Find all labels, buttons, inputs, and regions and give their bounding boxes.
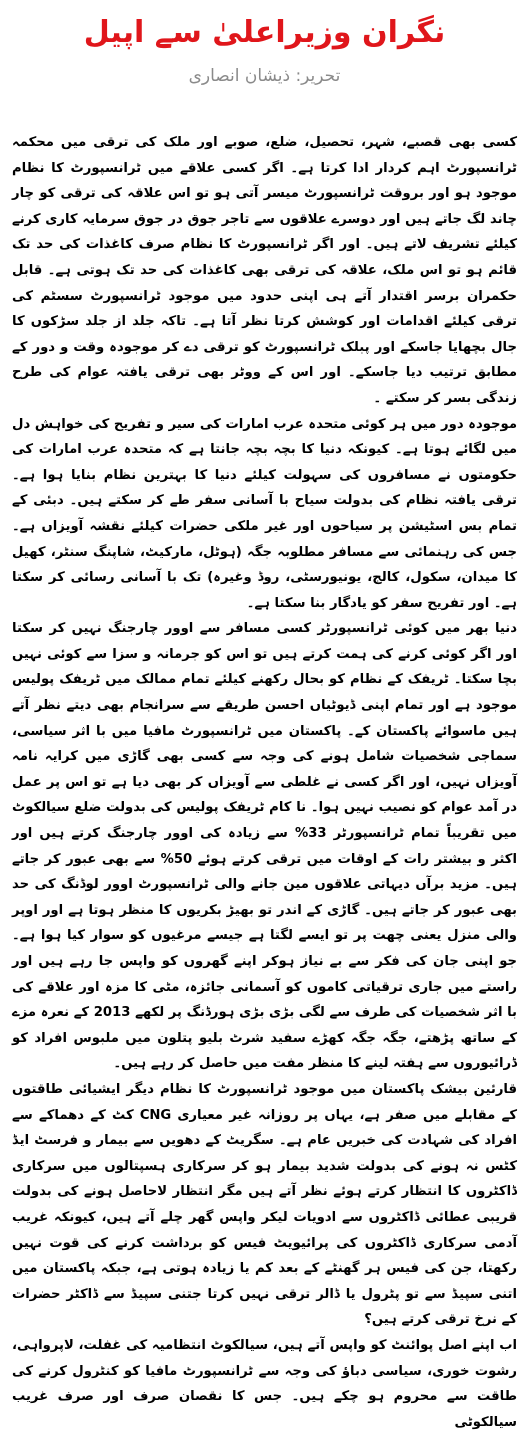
article-paragraph: دنیا بھر میں کوئی ٹرانسپورٹر کسی مسافر سے اوور چارجنگ نہیں کر سکتا اور اگر کوئی کرنے کی ہمت کرتے ہیں تو اس کو جرمانہ و سزا سے کوئی نہیں بچا سکتا۔ ٹریفک کے نظام کو بحال رکھنے کیلئے تمام ممالک میں ٹریفک پولیس موجود ہے اور تمام اپنی ڈیوٹیاں احسن طریقے سے سرانجام بھی دیتے نظر آتے ہیں ماسوائے پاکستان کے۔ پاکستان میں ٹرانسپورٹ مافیا میں با اثر سیاسی، سماجی شخصیات شامل ہونے کی وجہ سے کسی بھی گاڑی میں کرایہ نامہ آویزاں نہیں، اور اگر کسی نے غلطی سے آویزاں کر بھی دیا ہے تو اس پر عمل در آمد عوام کو نصیب نہیں ہوا۔ نا کام ٹریفک پولیس کی بدولت ضلع سیالکوٹ میں تقریباً تمام ٹرانسپورٹر 33% سے زیادہ کی اوور چارجنگ کرتے ہیں اور اکثر و بیشتر رات کے اوقات میں ترقی کرتے ہوئے 50% سے بھی عبور کر جاتے ہیں۔ مزید برآں دیہاتی علاقوں مین جانے والی ٹرانسپورٹ اوور لوڈنگ کی حد بھی عبور کر جاتے ہیں۔ گاڑی کے اندر تو بھیڑ بکریوں کا منظر ہوتا ہے اور اوپر والی منزل یعنی چھت پر تو ایسے لگتا ہے جیسے مرغیوں کو سوار کیا ہوا ہے۔ جو اپنی جان کی فکر سے بے نیاز ہوکر اپنے گھروں کو واپس جا رہے ہیں اور راستے میں جاری ترقیاتی کاموں کو آسمانی جائزہ، مٹی کا مزہ اور علاقے کی با اثر شخصیات کی طرف سے لگی بڑی بڑی ہورڈنگ پر لکھے 2013 کے نعرہ مزے کے ساتھ پڑھتے، جگہ جگہ کھڑے سفید شرٹ بلیو پتلون میں ملبوس افراد کو ڈرائیوروں سے ہفتہ لینے کا منظر مفت میں حاصل کر رہے ہیں۔ <box>12 621 518 1072</box>
article-byline: تحریر: ذیشان انصاری <box>188 66 341 86</box>
article-title: نگران وزیراعلیٰ سے اپیل <box>83 15 446 50</box>
article-paragraph: موجودہ دور میں ہر کوئی متحدہ عرب امارات کی سیر و تفریح کی خواہش دل میں لگائے ہوتا ہے۔ کیونکہ دنیا کا بچہ بچہ جانتا ہے کہ متحدہ عرب امارات کی حکومتوں نے مسافروں کی سہولت کیلئے دنیا کا بہترین نظام بنایا ہوا ہے۔ ترقی یافتہ نظام کی بدولت سیاح با آسانی سفر طے کر سکتے ہیں۔ دبئی کے تمام بس اسٹیشن پر سیاحوں اور غیر ملکی حضرات کیلئے نقشہ آویزاں ہے۔ جس کی رہنمائی سے مسافر مطلوبہ جگہ (ہوٹل، مارکیٹ، شاپنگ سنٹر، کھیل کا میدان، سکول، کالج، یونیورسٹی، روڈ وغیرہ) تک با آسانی رسائی کر سکتا ہے۔ اور تفریح سفر کو یادگار بنا سکتا ہے۔ <box>12 416 517 611</box>
article-paragraph: اب اپنے اصل پوائنٹ کو واپس آتے ہیں، سیالکوٹ انتظامیہ کی غفلت، لاپرواہی، رشوت خوری، سیاسی دباؤ کی وجہ سے ٹرانسپورٹ مافیا کو کنٹرول کرنے کی طاقت سے محروم ہو چکے ہیں۔ جس کا نقصان صرف اور صرف غریب سیالکوٹی <box>12 1337 517 1430</box>
article-paragraph: کسی بھی قصبے، شہر، تحصیل، ضلع، صوبے اور ملک کی ترقی میں محکمہ ٹرانسپورٹ اہم کردار ادا کرتا ہے۔ اگر کسی علاقے میں ٹرانسپورٹ کا نظام موجود ہو اور بروقت ٹرانسپورٹ میسر آتی ہو تو اس علاقہ کی ترقی کو چار چاند لگ جاتے ہیں اور دوسرے علاقوں سے تاجر جوق در جوق سرمایہ کاری کرنے کیلئے تشریف لاتے ہیں۔ اور اگر ٹرانسپورٹ کا نظام صرف کاغذات کی حد تک قائم ہو تو اس ملک، علاقہ کی ترقی بھی کاغذات کی حد تک ہوتی ہے۔ قابل حکمران برسر اقتدار آتے ہی اپنی حدود میں موجود ٹرانسپورٹ سسٹم کی ترقی کیلئے اقدامات اور کوشش کرتا نظر آتا ہے۔ تاکہ جلد از جلد سڑکوں کا جال بچھایا جاسکے اور پبلک ٹرانسپورٹ کو ترقی دے کر موجودہ وقت و دور کے مطابق ترتیب دیا جاسکے۔ اور اس کے ووٹر بھی ترقی یافتہ عوام کی طرح زندگی بسر کر سکتے ۔ <box>12 135 517 406</box>
article-paragraph: قارئین بیشک پاکستان میں موجود ٹرانسپورٹ کا نظام دیگر ایشیائی طاقتوں کے مقابلے میں صفر ہے، یہاں پر روزانہ غیر معیاری CNG کٹ کے دھماکے سے افراد کی شہادت کی خبریں عام ہے۔ سگریٹ کے دھویں سے بیمار و فرسٹ ایڈ کٹس نہ ہونے کی بدولت شدید بیمار ہو کر سرکاری ہسپتالوں میں سرکاری ڈاکٹروں کا انتظار کرتے ہوئے نظر آتے ہیں مگر انتظار لاحاصل ہونے کی بدولت قریبی عطائی ڈاکٹروں سے ادویات لیکر واپس گھر چلے آتے ہیں، کیونکہ غریب آدمی سرکاری ڈاکٹروں کی پرائیویٹ فیس کو برداشت کرنے کی قوت نہیں رکھتا، جن کی فیس ہر گھنٹے کے بعد کم یا زیادہ ہوتی ہے، جبکہ پاکستان میں اتنی سپیڈ سے تو پٹرول یا ڈالر ترقی نہیں کرتا جتنی سپیڈ سے ڈاکٹر حضرات کے نرخ ترقی کرتے ہیں؟ <box>12 1081 517 1328</box>
article-body <box>12 130 517 1435</box>
